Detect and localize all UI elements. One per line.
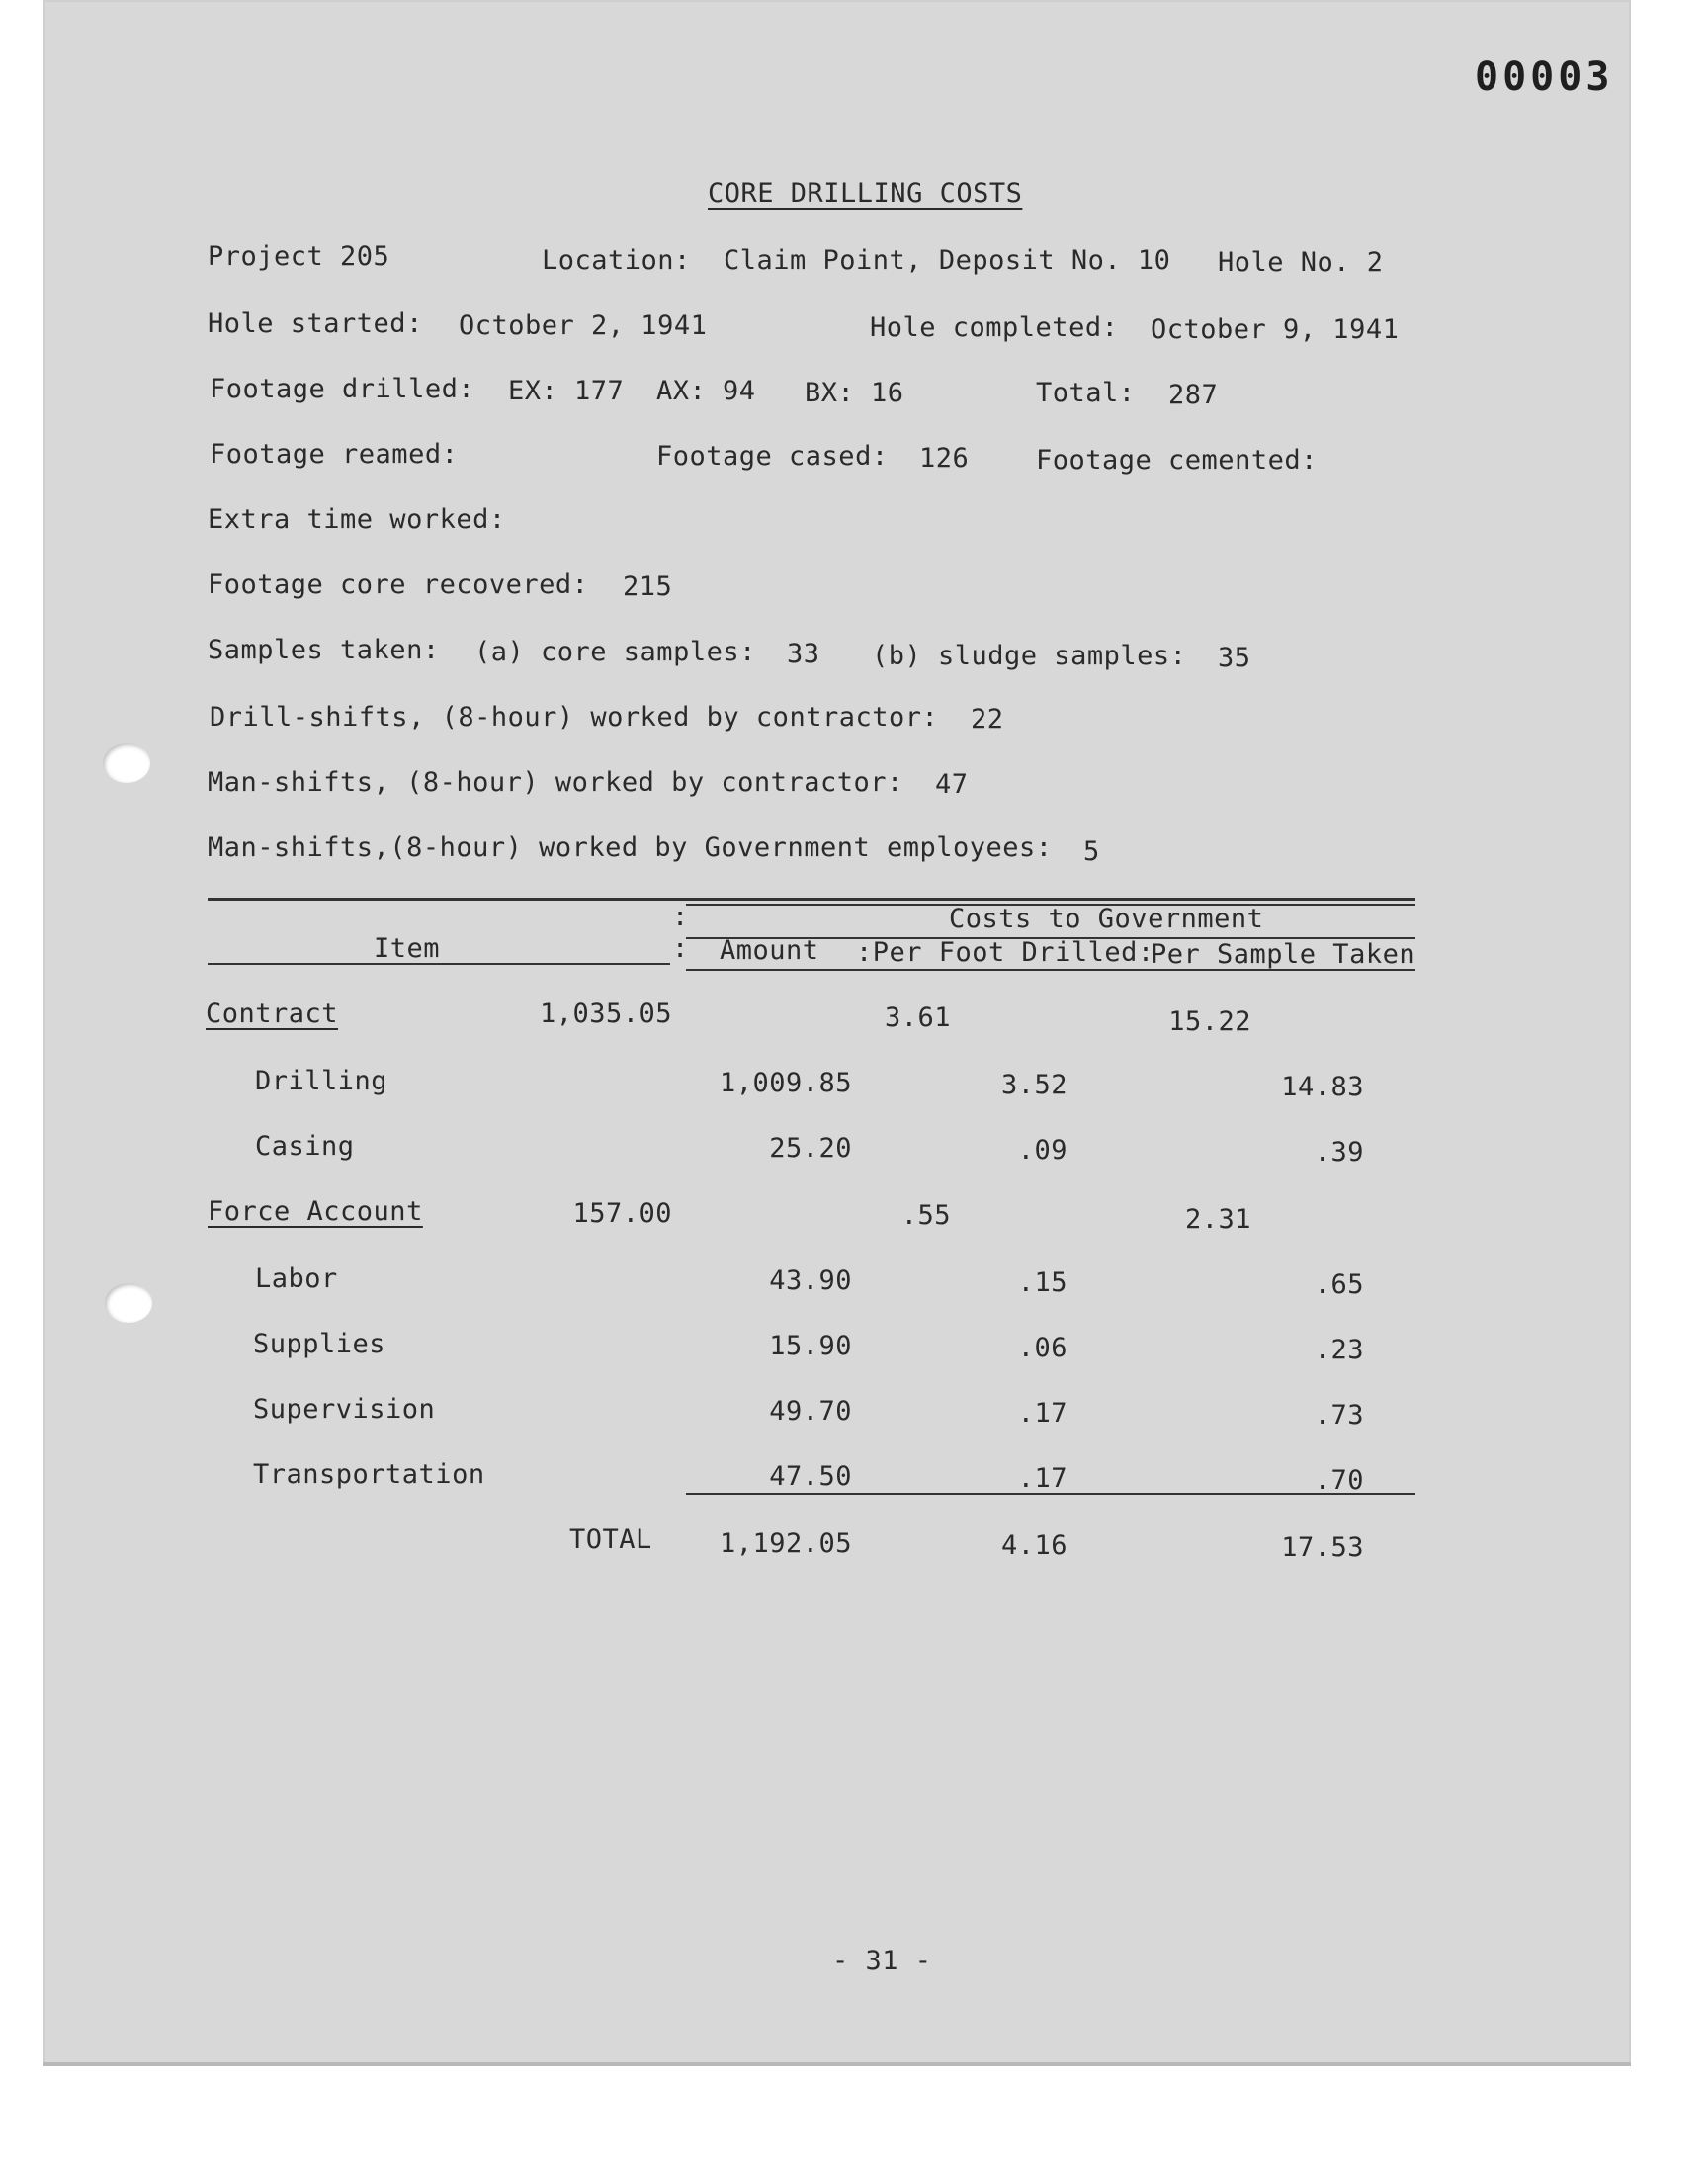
project-label: Project 205 [208,241,390,272]
drill-shifts-label: Drill-shifts, (8-hour) worked by contractor: [210,702,939,733]
row-per-sample-drilling: 14.83 [1281,1072,1364,1102]
hole-completed-label: Hole completed: [870,312,1119,343]
core-samples-value: 33 [787,639,820,669]
location-value: Claim Point, Deposit No. 10 [724,245,1171,276]
row-per-foot-supplies: .06 [1017,1333,1068,1363]
footage-ex: EX: 177 [508,376,625,406]
location-label: Location: [542,245,691,276]
row-item-casing: Casing [255,1131,355,1162]
table-top-rule [208,898,1415,901]
footage-ax: AX: 94 [656,376,756,406]
document-stamp-number: 00003 [1475,54,1614,100]
column-header-amount: Amount [720,935,819,966]
footage-bx: BX: 16 [805,378,904,408]
row-item-labor: Labor [255,1263,338,1294]
column-header-per-sample: Per Sample Taken [1151,939,1416,970]
row-amount-casing: 25.20 [769,1133,852,1164]
footage-cemented-label: Footage cemented: [1036,445,1318,476]
total-rule [686,1493,1415,1495]
row-per-sample-contract: 15.22 [1168,1006,1251,1037]
row-per-sample-force-account: 2.31 [1184,1204,1251,1235]
row-per-foot-drilling: 3.52 [1000,1070,1068,1100]
row-per-foot-supervision: .17 [1017,1398,1068,1429]
row-item-supervision: Supervision [253,1394,436,1425]
row-item-contract: Contract [206,999,339,1029]
row-per-sample-transportation: .70 [1314,1465,1364,1496]
man-shifts-gov-value: 5 [1083,836,1100,867]
hole-started-value: October 2, 1941 [459,310,708,341]
row-per-foot-force-account: .55 [900,1200,951,1231]
footage-reamed-label: Footage reamed: [210,439,459,470]
row-per-foot-contract: 3.61 [884,1002,951,1033]
punch-hole-top [103,743,150,783]
row-item-supplies: Supplies [253,1329,386,1359]
row-per-sample-supplies: .23 [1314,1335,1364,1365]
total-per-sample: 17.53 [1281,1532,1364,1563]
header-colon-lower: : [672,933,689,964]
row-per-foot-labor: .15 [1017,1267,1068,1298]
row-per-foot-transportation: .17 [1017,1463,1068,1494]
core-recovered-label: Footage core recovered: [208,569,589,600]
group-header-costs: Costs to Government [949,904,1264,934]
man-shifts-gov-label: Man-shifts,(8-hour) worked by Government employees: [208,832,1053,863]
page-number: - 31 - [832,1946,932,1976]
hole-completed-value: October 9, 1941 [1151,314,1400,345]
samples-taken-label: Samples taken: [208,635,440,665]
punch-hole-bottom [105,1283,152,1323]
row-item-force-account: Force Account [208,1196,423,1227]
drill-shifts-value: 22 [971,704,1004,735]
sludge-samples-value: 35 [1218,643,1251,673]
footage-cased-value: 126 [919,443,970,474]
row-subtotal-contract: 1,035.05 [539,999,672,1029]
row-amount-labor: 43.90 [769,1265,852,1296]
row-per-sample-casing: .39 [1314,1137,1364,1168]
row-per-sample-labor: .65 [1314,1269,1364,1300]
core-recovered-value: 215 [623,571,673,602]
hole-started-label: Hole started: [208,308,423,339]
row-amount-transportation: 47.50 [769,1461,852,1492]
footage-total-value: 287 [1168,380,1219,410]
row-subtotal-force-account: 157.00 [572,1198,672,1229]
extra-time-label: Extra time worked: [208,504,506,535]
sludge-samples-label: (b) sludge samples: [872,641,1187,671]
total-per-foot: 4.16 [1000,1530,1068,1561]
total-amount: 1,192.05 [719,1528,852,1559]
header-colon-upper: : [672,902,689,932]
row-item-transportation: Transportation [253,1459,485,1490]
page-title: CORE DRILLING COSTS [708,178,1023,209]
hole-number: Hole No. 2 [1218,247,1384,278]
footage-total-label: Total: [1036,378,1136,408]
column-header-item: Item [374,933,441,964]
core-samples-label: (a) core samples: [474,637,756,667]
column-header-per-foot: :Per Foot Drilled: [856,937,1154,968]
row-item-drilling: Drilling [255,1066,388,1096]
row-amount-drilling: 1,009.85 [719,1068,852,1098]
row-amount-supplies: 15.90 [769,1331,852,1361]
total-label: TOTAL [569,1524,652,1555]
man-shifts-contractor-value: 47 [935,769,969,800]
row-per-sample-supervision: .73 [1314,1400,1364,1431]
footage-drilled-label: Footage drilled: [210,374,475,404]
row-amount-supervision: 49.70 [769,1396,852,1427]
row-per-foot-casing: .09 [1017,1135,1068,1166]
man-shifts-contractor-label: Man-shifts, (8-hour) worked by contractor: [208,767,903,798]
footage-cased-label: Footage cased: [656,441,889,472]
